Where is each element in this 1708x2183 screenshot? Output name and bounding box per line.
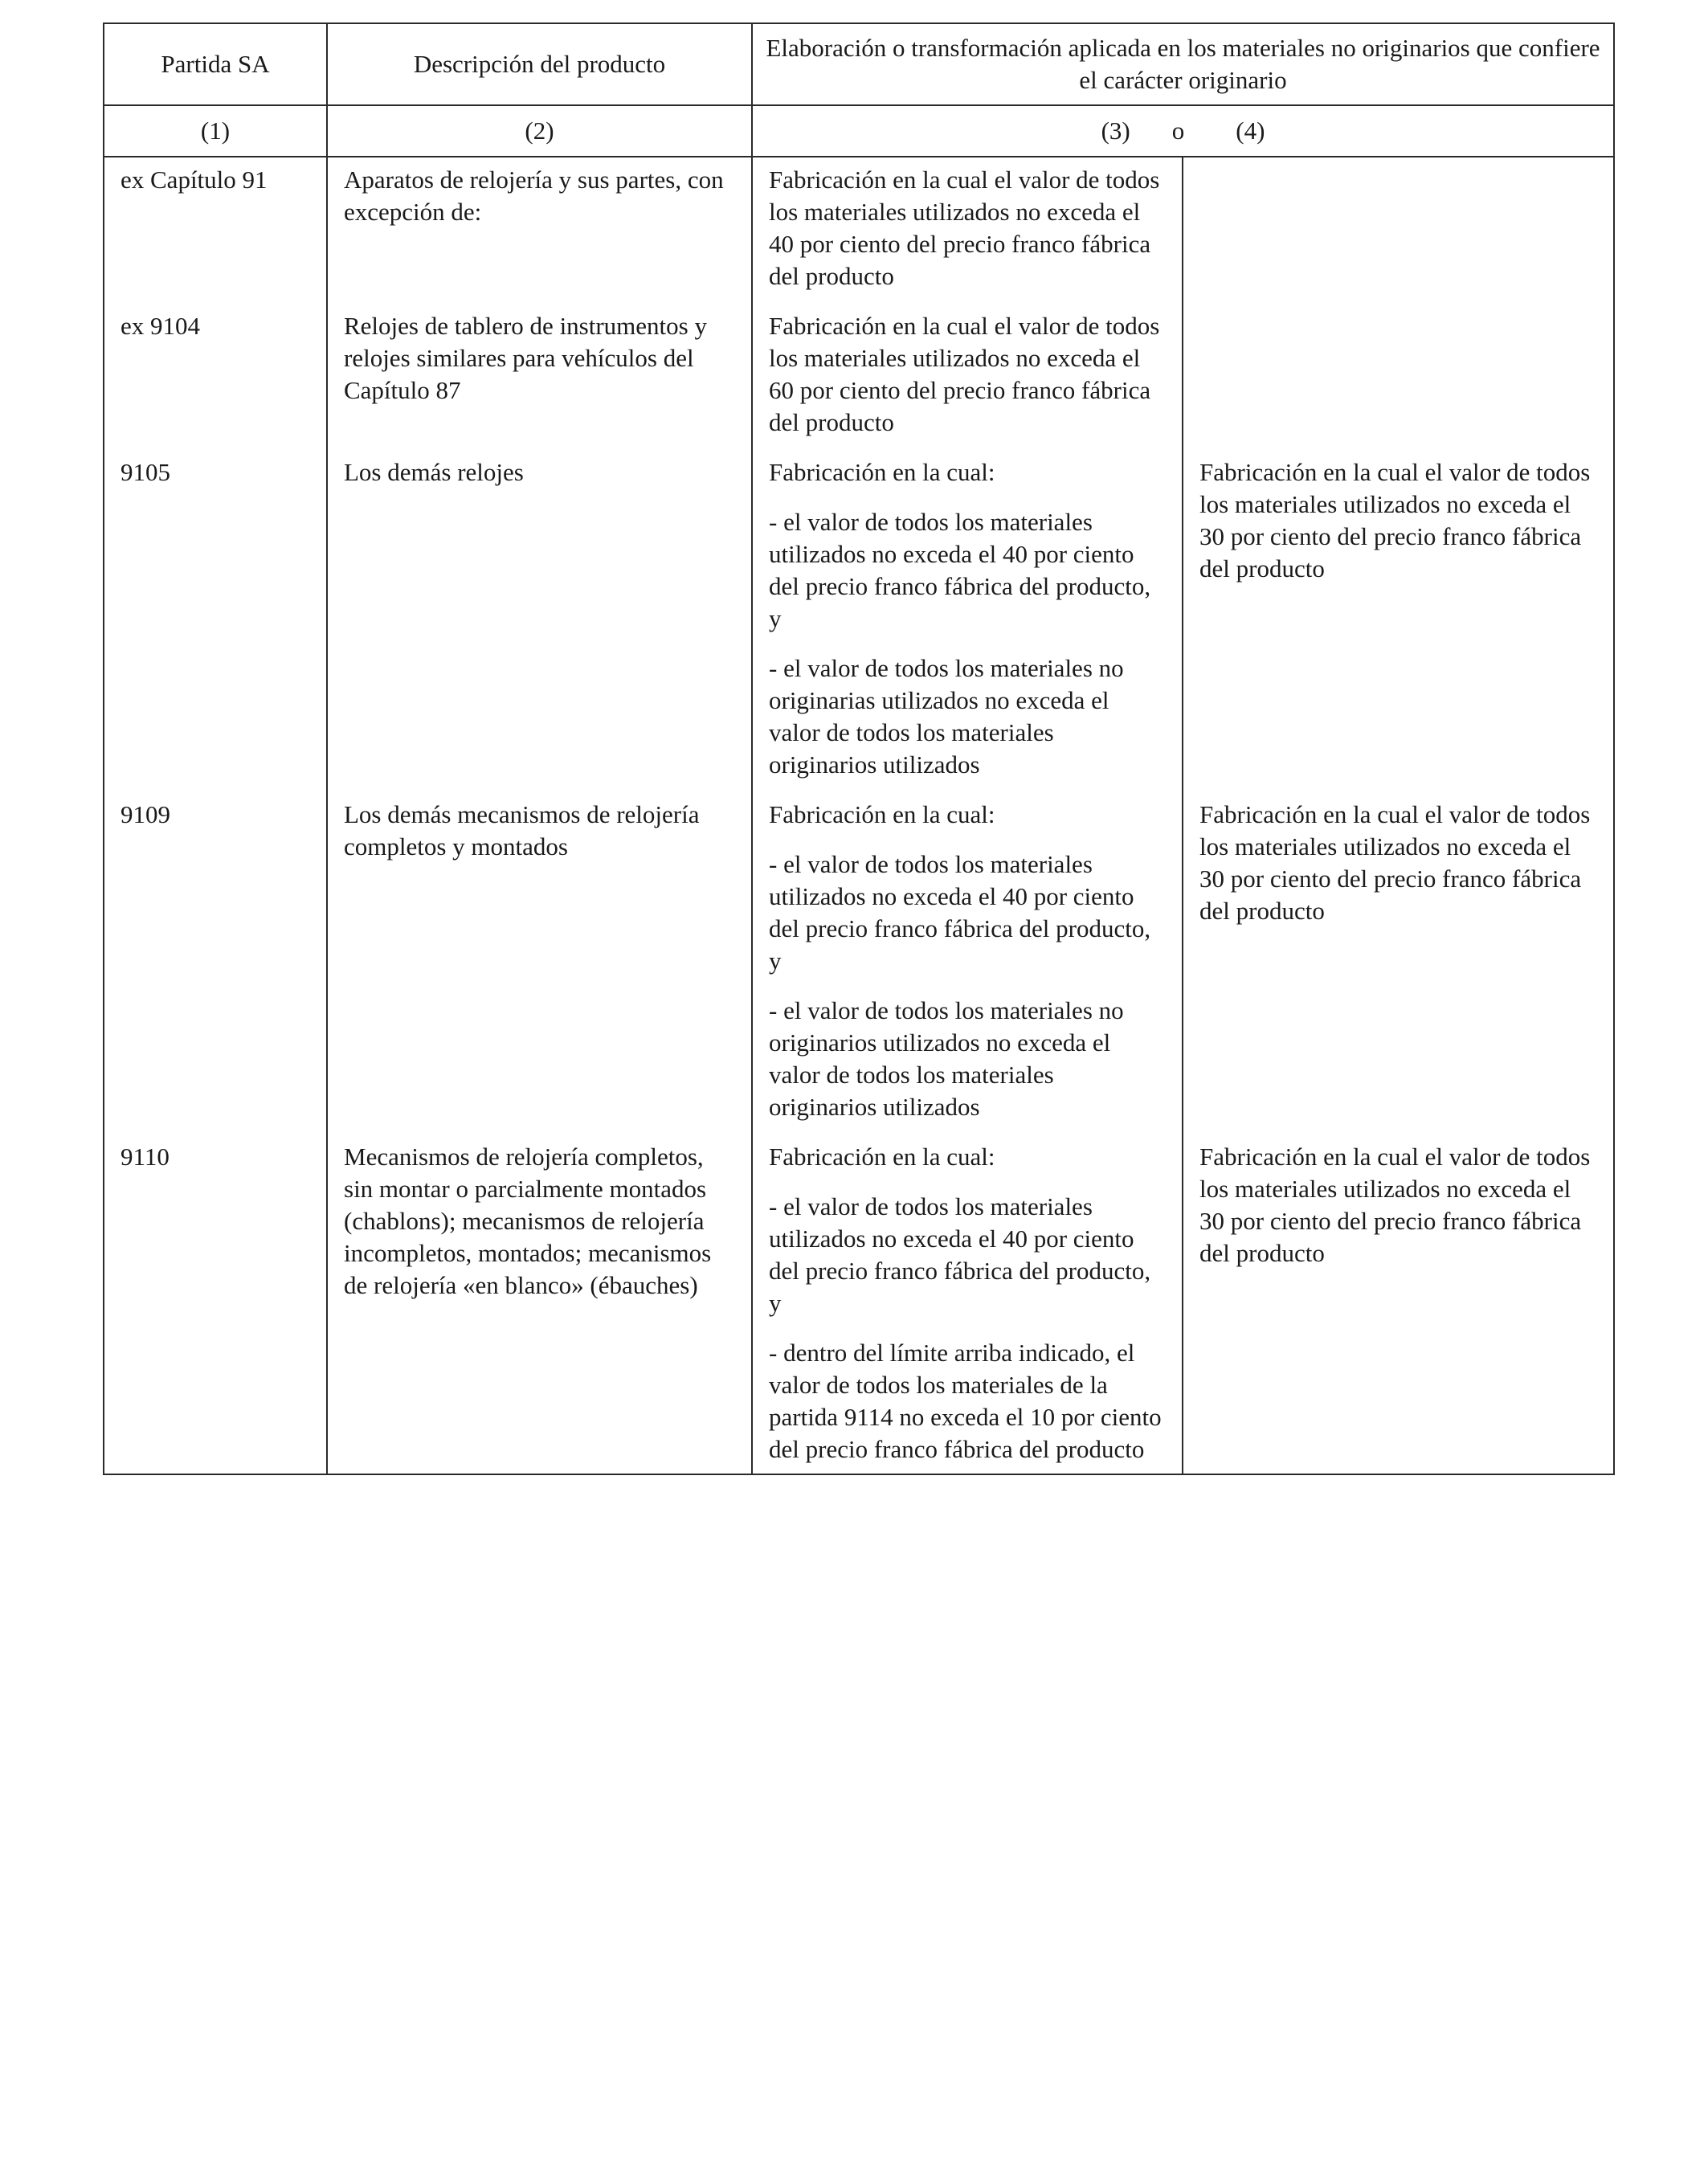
rule-col3-cell <box>752 799 1183 1141</box>
rule-col4-cell <box>1183 310 1614 456</box>
column-number-row <box>104 105 1614 157</box>
rule-col3-cell <box>752 456 1183 799</box>
rule-paragraph: - el valor de todos los materiales utilizados no exceda el 40 por ciento del precio franco fábrica del producto, y <box>769 850 1151 975</box>
column-or-label: o <box>1171 117 1185 145</box>
table-row <box>104 1141 1614 1474</box>
rule-col4-cell: Fabricación en la cual el valor de todos los materiales utilizados no exceda el 30 por ciento del precio franco fábrica del producto <box>1183 456 1614 799</box>
table-row <box>104 799 1614 1141</box>
column-number-4: (4) <box>1236 117 1265 145</box>
partida-cell: 9105 <box>104 456 327 799</box>
table-row <box>104 157 1614 310</box>
header-row <box>104 23 1614 105</box>
rule-col3-cell <box>752 157 1183 310</box>
header-descripcion: Descripción del producto <box>327 23 752 105</box>
rules-of-origin-table <box>103 22 1615 1475</box>
rule-paragraph: Fabricación en la cual: <box>769 1143 995 1171</box>
column-number-2: (2) <box>327 105 752 157</box>
descripcion-cell: Relojes de tablero de instrumentos y relojes similares para vehículos del Capítulo 87 <box>327 310 752 456</box>
descripcion-cell: Los demás relojes <box>327 456 752 799</box>
rule-paragraph: Fabricación en la cual: <box>769 800 995 828</box>
rule-paragraph: - el valor de todos los materiales utilizados no exceda el 40 por ciento del precio franco fábrica del producto, y <box>769 1192 1151 1317</box>
partida-cell: 9109 <box>104 799 327 1141</box>
table-row <box>104 310 1614 456</box>
descripcion-cell: Los demás mecanismos de relojería completos y montados <box>327 799 752 1141</box>
header-elaboracion: Elaboración o transformación aplicada en los materiales no originarios que confiere el carácter originario <box>752 23 1614 105</box>
rule-paragraph: - el valor de todos los materiales no originarias utilizados no exceda el valor de todos los materiales originarios utilizados <box>769 654 1124 779</box>
rule-col4-cell: Fabricación en la cual el valor de todos los materiales utilizados no exceda el 30 por ciento del precio franco fábrica del producto <box>1183 799 1614 1141</box>
table-row <box>104 456 1614 799</box>
rule-paragraph: Fabricación en la cual: <box>769 458 995 486</box>
partida-cell: ex 9104 <box>104 310 327 456</box>
rule-paragraph: Fabricación en la cual el valor de todos los materiales utilizados no exceda el 60 por ciento del precio franco fábrica del producto <box>769 312 1160 436</box>
column-number-1: (1) <box>104 105 327 157</box>
rule-paragraph: - el valor de todos los materiales no originarios utilizados no exceda el valor de todos los materiales originarios utilizados <box>769 996 1124 1121</box>
rule-paragraph: - el valor de todos los materiales utilizados no exceda el 40 por ciento del precio franco fábrica del producto, y <box>769 508 1151 632</box>
descripcion-cell: Mecanismos de relojería completos, sin montar o parcialmente montados (chablons); mecanismos de relojería incompletos, montados; mecanismos de relojería «en blanco» (ébauches) <box>327 1141 752 1474</box>
rule-paragraph: Fabricación en la cual el valor de todos los materiales utilizados no exceda el 40 por ciento del precio franco fábrica del producto <box>769 166 1160 290</box>
header-partida: Partida SA <box>104 23 327 105</box>
rule-col4-cell: Fabricación en la cual el valor de todos los materiales utilizados no exceda el 30 por ciento del precio franco fábrica del producto <box>1183 1141 1614 1474</box>
rule-col4-cell <box>1183 157 1614 310</box>
rule-col3-cell <box>752 310 1183 456</box>
column-number-3-4 <box>752 105 1614 157</box>
partida-cell: 9110 <box>104 1141 327 1474</box>
partida-cell: ex Capítulo 91 <box>104 157 327 310</box>
descripcion-cell: Aparatos de relojería y sus partes, con excepción de: <box>327 157 752 310</box>
column-number-3: (3) <box>1101 117 1130 145</box>
rule-paragraph: - dentro del límite arriba indicado, el valor de todos los materiales de la partida 9114 no exceda el 10 por ciento del precio franco fábrica del producto <box>769 1339 1162 1463</box>
rule-col3-cell <box>752 1141 1183 1474</box>
